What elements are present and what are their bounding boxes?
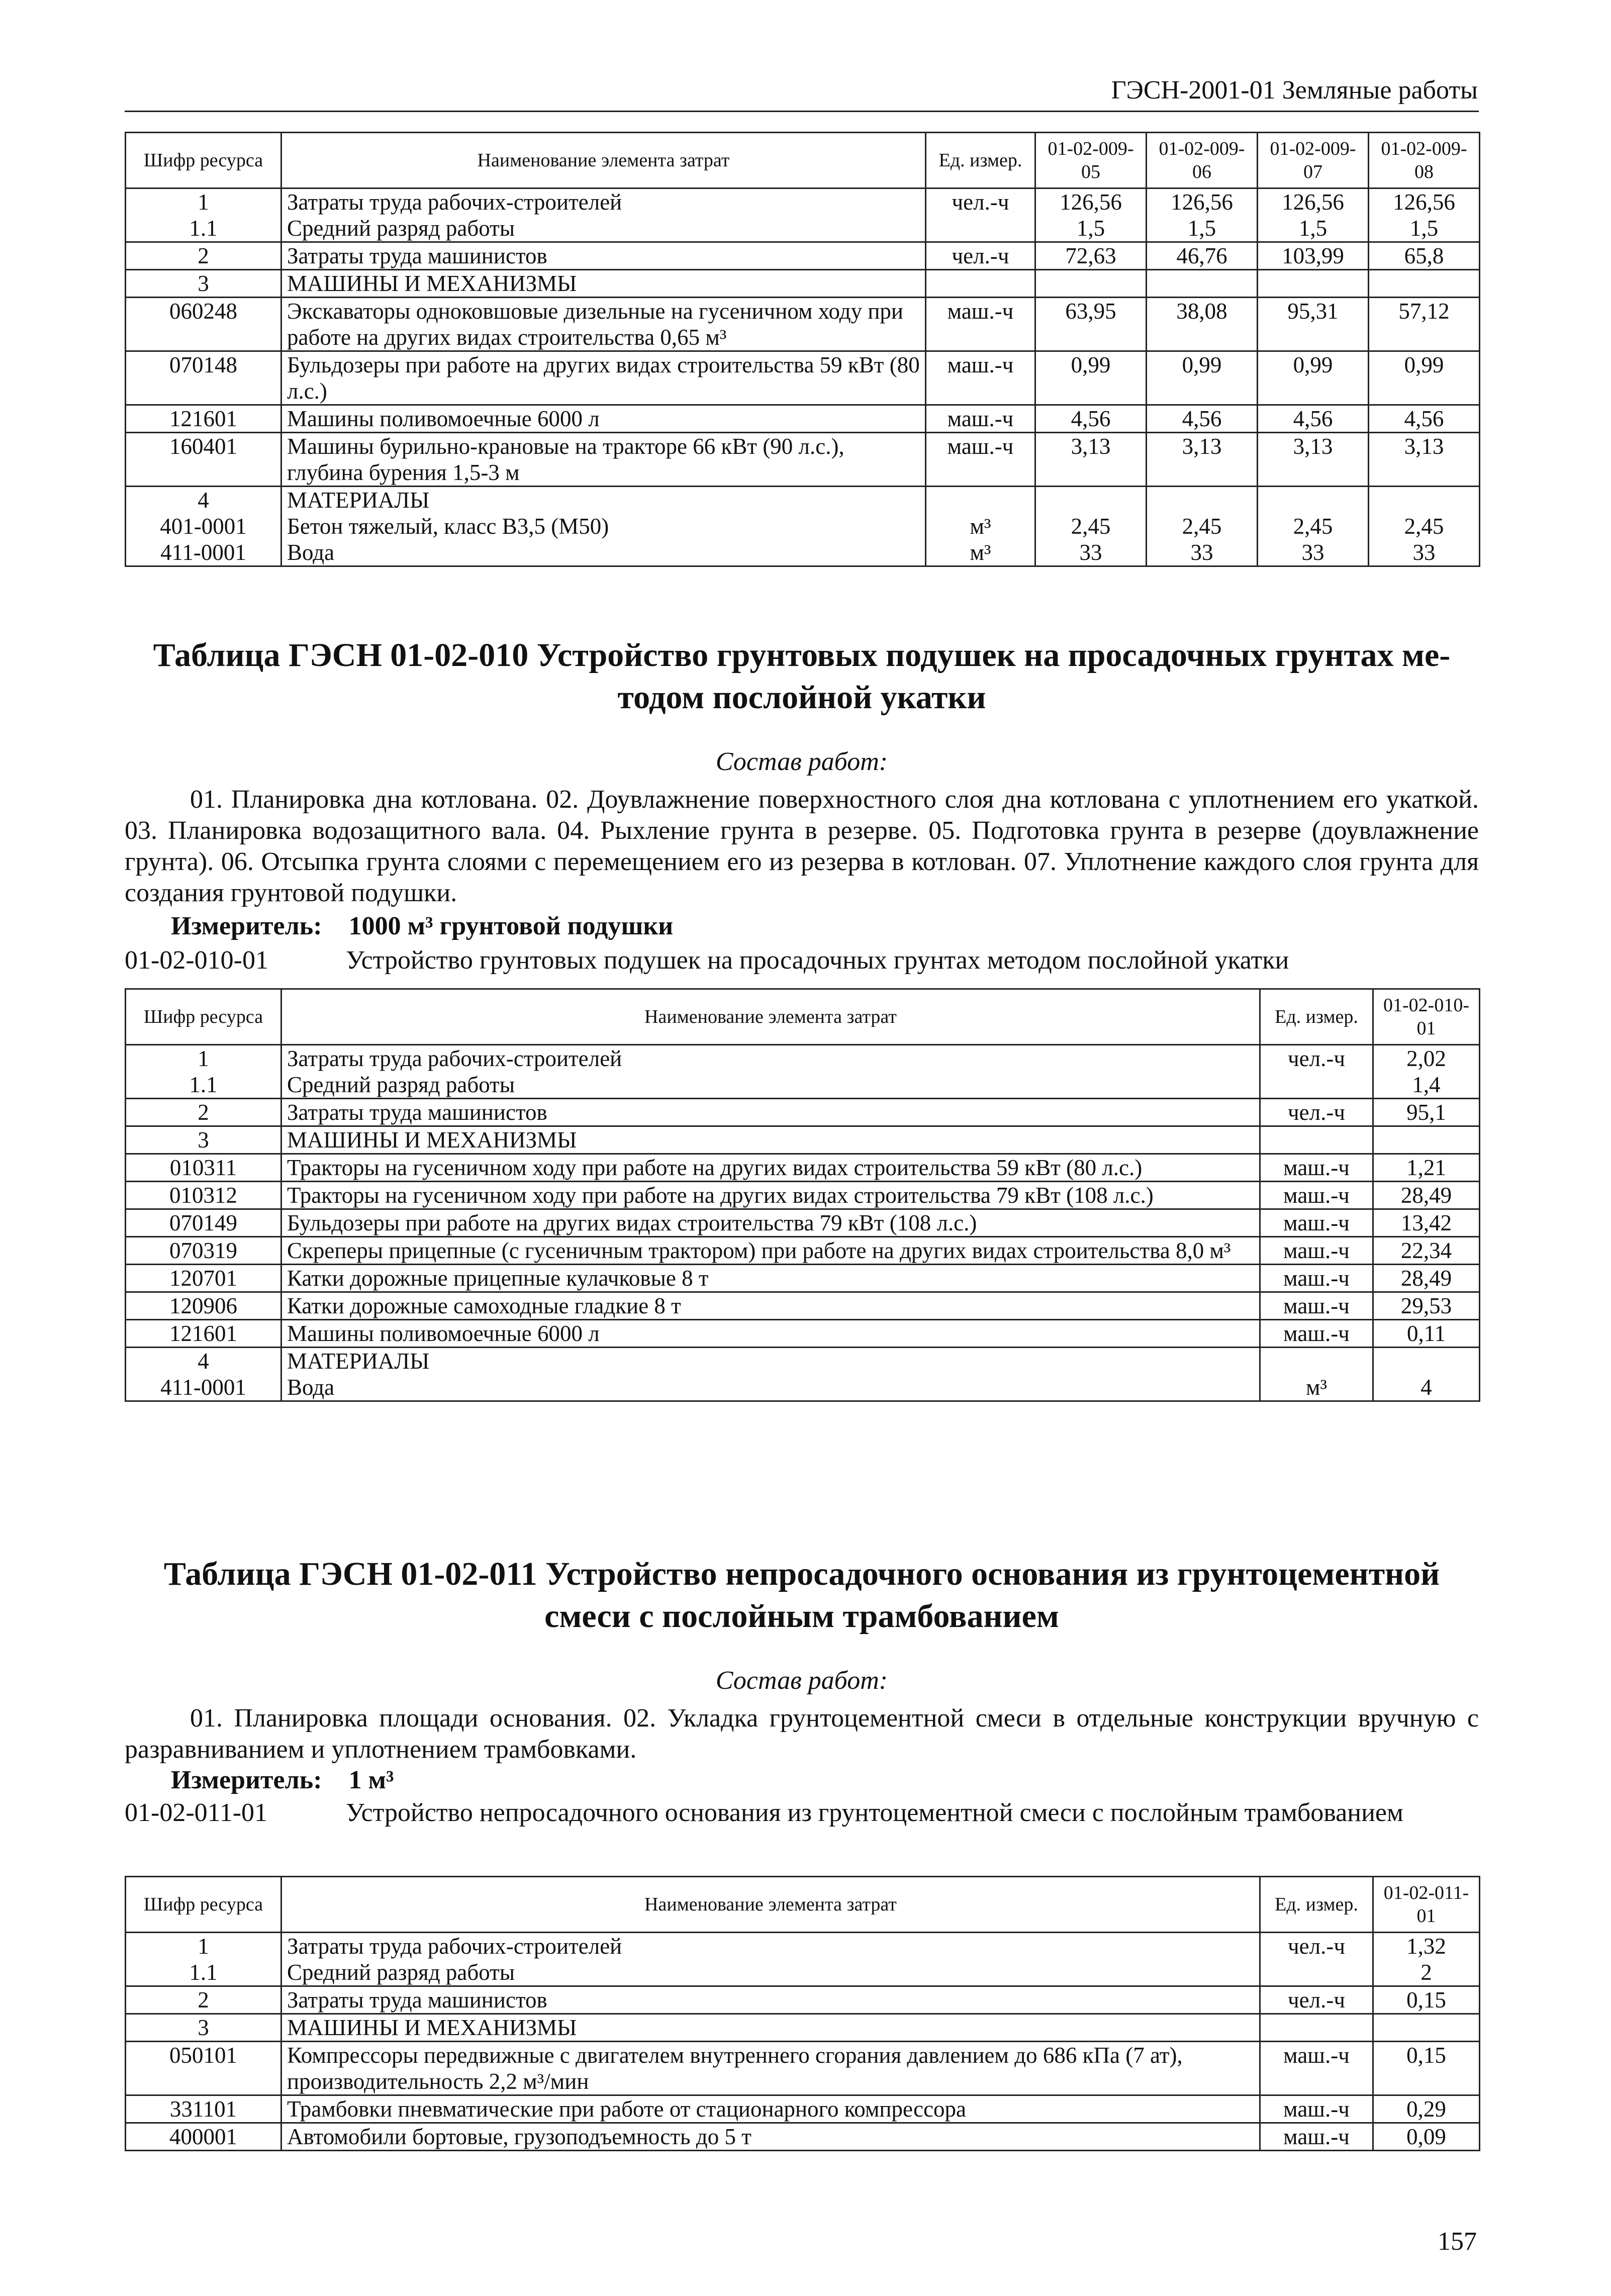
resource-code: 070148 xyxy=(126,351,281,405)
col-header-name: Наименование элемента затрат xyxy=(281,1877,1260,1933)
resource-code: 010311 xyxy=(126,1154,281,1182)
table-row xyxy=(126,1374,1480,1401)
resource-code: 411-0001 xyxy=(126,1374,281,1401)
norm-value: 33 xyxy=(1369,539,1480,566)
col-header-code: Шифр ресурса xyxy=(126,1877,281,1933)
resource-code: 3 xyxy=(126,270,281,298)
resource-code: 060248 xyxy=(126,298,281,351)
measure-value: 1000 м³ грунтовой подушки xyxy=(348,912,674,940)
table-row xyxy=(126,1320,1480,1348)
norm-value: 0,99 xyxy=(1147,351,1258,405)
resource-code: 120701 xyxy=(126,1265,281,1292)
table-title-line: Таблица ГЭСН 01-02-011 Устройство непросадочного основания из грунтоцементной xyxy=(163,1556,1440,1592)
table-row xyxy=(126,242,1480,270)
norm-value xyxy=(1373,1348,1480,1375)
resource-name: Автомобили бортовые, грузоподъемность до 5 т xyxy=(281,2123,1260,2151)
norm-value: 72,63 xyxy=(1035,242,1147,270)
table-row xyxy=(126,270,1480,298)
col-header-norm: 01-02-009-06 xyxy=(1147,133,1258,188)
unit-cell: м³ xyxy=(1260,1374,1373,1401)
resource-name: Средний разряд работы xyxy=(281,1959,1260,1986)
norm-value: 95,1 xyxy=(1373,1099,1480,1126)
composition-heading: Состав работ: xyxy=(715,747,888,776)
resource-table-011 xyxy=(125,1876,1480,2151)
table-row xyxy=(126,2123,1480,2151)
table-row xyxy=(126,1959,1480,1986)
resource-table-009 xyxy=(125,132,1480,567)
norm-value: 126,56 xyxy=(1147,188,1258,216)
col-header-name: Наименование элемента затрат xyxy=(281,989,1260,1045)
running-header: ГЭСН-2001-01 Земляные работы xyxy=(1111,76,1478,105)
resource-name: Трамбовки пневматические при работе от стационарного компрессора xyxy=(281,2095,1260,2123)
resource-name: МАТЕРИАЛЫ xyxy=(281,1348,1260,1375)
table-row xyxy=(126,2014,1480,2042)
unit-cell: маш.-ч xyxy=(1260,1154,1373,1182)
unit-cell: маш.-ч xyxy=(926,298,1035,351)
norm-value: 33 xyxy=(1035,539,1147,566)
norm-value: 3,13 xyxy=(1258,433,1369,487)
unit-cell: чел.-ч xyxy=(926,188,1035,216)
resource-name: Затраты труда рабочих-строителей xyxy=(281,188,926,216)
table-title-line: смеси с послойным трамбованием xyxy=(544,1598,1059,1635)
resource-code: 411-0001 xyxy=(126,539,281,566)
col-header-unit: Ед. измер. xyxy=(926,133,1035,188)
table-header-row xyxy=(126,989,1480,1045)
norm-value: 33 xyxy=(1147,539,1258,566)
resource-name: Бульдозеры при работе на других видах строительства 79 кВт (108 л.с.) xyxy=(281,1209,1260,1237)
resource-name: Вода xyxy=(281,1374,1260,1401)
norm-value xyxy=(1369,270,1480,298)
table-title-line: тодом послойной укатки xyxy=(617,679,986,716)
norm-value: 126,56 xyxy=(1035,188,1147,216)
table-title-011 xyxy=(125,1553,1479,1638)
norm-value: 0,11 xyxy=(1373,1320,1480,1348)
item-line xyxy=(125,945,1479,976)
table-title-line: Таблица ГЭСН 01-02-010 Устройство грунтовых подушек на просадочных грунтах ме- xyxy=(153,637,1451,674)
table-row xyxy=(126,1292,1480,1320)
norm-value: 1,5 xyxy=(1147,215,1258,242)
unit-cell: маш.-ч xyxy=(1260,1265,1373,1292)
col-header-norm: 01-02-011-01 xyxy=(1373,1877,1480,1933)
norm-value: 3,13 xyxy=(1369,433,1480,487)
norm-value: 103,99 xyxy=(1258,242,1369,270)
resource-code: 160401 xyxy=(126,433,281,487)
table-row xyxy=(126,405,1480,433)
unit-cell: чел.-ч xyxy=(1260,1099,1373,1126)
composition-heading: Состав работ: xyxy=(715,1666,888,1695)
norm-value: 2,02 xyxy=(1373,1045,1480,1072)
norm-value: 1,4 xyxy=(1373,1072,1480,1099)
resource-code: 1.1 xyxy=(126,215,281,242)
resource-name: МАШИНЫ И МЕХАНИЗМЫ xyxy=(281,2014,1260,2042)
norm-value: 57,12 xyxy=(1369,298,1480,351)
resource-name: МАТЕРИАЛЫ xyxy=(281,487,926,514)
resource-code: 2 xyxy=(126,1986,281,2014)
resource-name: Компрессоры передвижные с двигателем внутреннего сгорания давлением до 686 кПа (7 ат), производительность 2,2 м³/мин xyxy=(281,2042,1260,2095)
unit-cell: м³ xyxy=(926,513,1035,539)
norm-value: 95,31 xyxy=(1258,298,1369,351)
resource-code: 1 xyxy=(126,1045,281,1072)
resource-name: Бетон тяжелый, класс В3,5 (М50) xyxy=(281,513,926,539)
table-row xyxy=(126,2042,1480,2095)
unit-cell: чел.-ч xyxy=(1260,1933,1373,1960)
norm-value: 22,34 xyxy=(1373,1237,1480,1265)
resource-name: Тракторы на гусеничном ходу при работе на других видах строительства 79 кВт (108 л.с.) xyxy=(281,1182,1260,1209)
table-row xyxy=(126,1986,1480,2014)
norm-value: 2,45 xyxy=(1147,513,1258,539)
norm-value: 2 xyxy=(1373,1959,1480,1986)
resource-code: 010312 xyxy=(126,1182,281,1209)
norm-value: 0,99 xyxy=(1035,351,1147,405)
resource-code: 4 xyxy=(126,487,281,514)
norm-value: 4 xyxy=(1373,1374,1480,1401)
resource-code: 331101 xyxy=(126,2095,281,2123)
resource-code: 2 xyxy=(126,1099,281,1126)
col-header-norm: 01-02-009-08 xyxy=(1369,133,1480,188)
unit-cell xyxy=(926,270,1035,298)
table-header-row xyxy=(126,1877,1480,1933)
norm-value: 28,49 xyxy=(1373,1265,1480,1292)
norm-value: 28,49 xyxy=(1373,1182,1480,1209)
norm-value: 126,56 xyxy=(1369,188,1480,216)
measure-label: Измеритель: xyxy=(171,1766,322,1794)
norm-value: 65,8 xyxy=(1369,242,1480,270)
unit-cell: маш.-ч xyxy=(1260,2095,1373,2123)
norm-value: 3,13 xyxy=(1035,433,1147,487)
norm-value: 4,56 xyxy=(1147,405,1258,433)
norm-value xyxy=(1258,270,1369,298)
unit-cell: маш.-ч xyxy=(1260,2123,1373,2151)
resource-code: 121601 xyxy=(126,1320,281,1348)
resource-code: 4 xyxy=(126,1348,281,1375)
item-code: 01-02-010-01 xyxy=(125,946,268,975)
unit-cell: маш.-ч xyxy=(1260,1320,1373,1348)
resource-name: Тракторы на гусеничном ходу при работе на других видах строительства 59 кВт (80 л.с.) xyxy=(281,1154,1260,1182)
resource-code: 070319 xyxy=(126,1237,281,1265)
norm-value: 0,99 xyxy=(1258,351,1369,405)
norm-value xyxy=(1035,270,1147,298)
unit-cell: чел.-ч xyxy=(926,242,1035,270)
norm-value xyxy=(1035,487,1147,514)
table-row xyxy=(126,351,1480,405)
resource-name: Средний разряд работы xyxy=(281,1072,1260,1099)
col-header-unit: Ед. измер. xyxy=(1260,989,1373,1045)
table-row xyxy=(126,1154,1480,1182)
resource-code: 2 xyxy=(126,242,281,270)
unit-cell xyxy=(926,487,1035,514)
resource-name: Машины поливомоечные 6000 л xyxy=(281,1320,1260,1348)
resource-name: Затраты труда рабочих-строителей xyxy=(281,1933,1260,1960)
measure-value: 1 м³ xyxy=(348,1766,394,1794)
resource-code: 1.1 xyxy=(126,1959,281,1986)
unit-cell xyxy=(1260,1072,1373,1099)
col-header-unit: Ед. измер. xyxy=(1260,1877,1373,1933)
norm-value: 4,56 xyxy=(1258,405,1369,433)
norm-value xyxy=(1369,487,1480,514)
resource-code: 400001 xyxy=(126,2123,281,2151)
unit-cell: маш.-ч xyxy=(1260,1292,1373,1320)
resource-table-010 xyxy=(125,988,1480,1402)
table-row xyxy=(126,1265,1480,1292)
measure-line xyxy=(171,1765,394,1795)
col-header-code: Шифр ресурса xyxy=(126,133,281,188)
measure-label: Измеритель: xyxy=(171,912,322,940)
table-row xyxy=(126,2095,1480,2123)
resource-name: Затраты труда рабочих-строителей xyxy=(281,1045,1260,1072)
resource-name: Затраты труда машинистов xyxy=(281,1986,1260,2014)
norm-value xyxy=(1373,1126,1480,1154)
unit-cell: маш.-ч xyxy=(1260,1182,1373,1209)
norm-value: 0,29 xyxy=(1373,2095,1480,2123)
unit-cell: маш.-ч xyxy=(926,405,1035,433)
unit-cell xyxy=(1260,1348,1373,1375)
resource-code: 070149 xyxy=(126,1209,281,1237)
norm-value: 13,42 xyxy=(1373,1209,1480,1237)
resource-name: МАШИНЫ И МЕХАНИЗМЫ xyxy=(281,1126,1260,1154)
col-header-norm: 01-02-009-07 xyxy=(1258,133,1369,188)
resource-name: Затраты труда машинистов xyxy=(281,242,926,270)
resource-name: Скреперы прицепные (с гусеничным трактором) при работе на других видах строительства 8,0 м³ xyxy=(281,1237,1260,1265)
page-number: 157 xyxy=(1438,2227,1477,2256)
resource-code: 3 xyxy=(126,2014,281,2042)
norm-value: 38,08 xyxy=(1147,298,1258,351)
norm-value: 63,95 xyxy=(1035,298,1147,351)
norm-value: 2,45 xyxy=(1369,513,1480,539)
resource-name: Катки дорожные прицепные кулачковые 8 т xyxy=(281,1265,1260,1292)
resource-name: Машины поливомоечные 6000 л xyxy=(281,405,926,433)
norm-value: 1,5 xyxy=(1258,215,1369,242)
norm-value: 1,5 xyxy=(1035,215,1147,242)
norm-value: 0,15 xyxy=(1373,2042,1480,2095)
table-row xyxy=(126,215,1480,242)
norm-value: 2,45 xyxy=(1035,513,1147,539)
norm-value: 2,45 xyxy=(1258,513,1369,539)
resource-name: Затраты труда машинистов xyxy=(281,1099,1260,1126)
norm-value: 1,21 xyxy=(1373,1154,1480,1182)
norm-value: 46,76 xyxy=(1147,242,1258,270)
item-line xyxy=(125,1797,1479,1829)
norm-value xyxy=(1258,487,1369,514)
resource-code: 120906 xyxy=(126,1292,281,1320)
norm-value: 1,32 xyxy=(1373,1933,1480,1960)
table-title-010 xyxy=(125,634,1479,719)
composition-text: 01. Планировка площади основания. 02. Укладка грунтоцементной смеси в отдельные конструкции вручную с разравниванием и уплотнением трамбовками. xyxy=(125,1704,1479,1764)
resource-code: 121601 xyxy=(126,405,281,433)
table-row xyxy=(126,298,1480,351)
table-row xyxy=(126,1209,1480,1237)
table-row xyxy=(126,539,1480,566)
resource-name: Средний разряд работы xyxy=(281,215,926,242)
col-header-norm: 01-02-010-01 xyxy=(1373,989,1480,1045)
unit-cell: чел.-ч xyxy=(1260,1045,1373,1072)
col-header-code: Шифр ресурса xyxy=(126,989,281,1045)
composition-text: 01. Планировка дна котлована. 02. Доувлажнение поверхностного слоя дна котлована с уплотнением его укаткой. 03. Планировка водозащитного вала. 04. Рыхление грунта в резерве. 05. Подготовка грунта в резерве (доувлажнение грунта). 06. Отсыпка грунта слоями с перемещением его из резерва в котлован. 07. Уплотнение каждого слоя грунта для создания грунтовой подушки. xyxy=(125,785,1479,907)
norm-value: 1,5 xyxy=(1369,215,1480,242)
table-row xyxy=(126,188,1480,216)
col-header-norm: 01-02-009-05 xyxy=(1035,133,1147,188)
unit-cell: чел.-ч xyxy=(1260,1986,1373,2014)
resource-name: Экскаваторы одноковшовые дизельные на гусеничном ходу при работе на других видах строительства 0,65 м³ xyxy=(281,298,926,351)
resource-name: Бульдозеры при работе на других видах строительства 59 кВт (80 л.с.) xyxy=(281,351,926,405)
unit-cell xyxy=(1260,1959,1373,1986)
norm-value: 0,99 xyxy=(1369,351,1480,405)
resource-code: 050101 xyxy=(126,2042,281,2095)
norm-value: 4,56 xyxy=(1369,405,1480,433)
header-rule xyxy=(125,111,1479,112)
table-row xyxy=(126,1045,1480,1072)
unit-cell: маш.-ч xyxy=(1260,1237,1373,1265)
unit-cell xyxy=(926,215,1035,242)
resource-code: 1 xyxy=(126,188,281,216)
table-row xyxy=(126,1072,1480,1099)
table-row xyxy=(126,433,1480,487)
norm-value: 33 xyxy=(1258,539,1369,566)
norm-value: 0,09 xyxy=(1373,2123,1480,2151)
item-code: 01-02-011-01 xyxy=(125,1798,268,1827)
table-row xyxy=(126,1182,1480,1209)
resource-name: Машины бурильно-крановые на тракторе 66 кВт (90 л.с.), глубина бурения 1,5-3 м xyxy=(281,433,926,487)
norm-value: 3,13 xyxy=(1147,433,1258,487)
norm-value: 29,53 xyxy=(1373,1292,1480,1320)
norm-value: 4,56 xyxy=(1035,405,1147,433)
resource-code: 1 xyxy=(126,1933,281,1960)
table-row xyxy=(126,1348,1480,1375)
table-row xyxy=(126,1126,1480,1154)
measure-line xyxy=(171,911,673,941)
unit-cell: маш.-ч xyxy=(1260,1209,1373,1237)
unit-cell: маш.-ч xyxy=(926,351,1035,405)
unit-cell xyxy=(1260,1126,1373,1154)
norm-value xyxy=(1147,270,1258,298)
item-name: Устройство грунтовых подушек на просадочных грунтах методом послойной укатки xyxy=(346,946,1289,975)
resource-name: Вода xyxy=(281,539,926,566)
table-row xyxy=(126,1933,1480,1960)
table-row xyxy=(126,487,1480,514)
resource-name: Катки дорожные самоходные гладкие 8 т xyxy=(281,1292,1260,1320)
col-header-name: Наименование элемента затрат xyxy=(281,133,926,188)
resource-code: 1.1 xyxy=(126,1072,281,1099)
table-row xyxy=(126,513,1480,539)
resource-name: МАШИНЫ И МЕХАНИЗМЫ xyxy=(281,270,926,298)
norm-value xyxy=(1373,2014,1480,2042)
unit-cell xyxy=(1260,2014,1373,2042)
norm-value: 0,15 xyxy=(1373,1986,1480,2014)
table-row xyxy=(126,1099,1480,1126)
norm-value: 126,56 xyxy=(1258,188,1369,216)
norm-value xyxy=(1147,487,1258,514)
table-header-row xyxy=(126,133,1480,188)
resource-code: 401-0001 xyxy=(126,513,281,539)
unit-cell: маш.-ч xyxy=(1260,2042,1373,2095)
item-name: Устройство непросадочного основания из грунтоцементной смеси с послойным трамбованием xyxy=(346,1798,1403,1827)
unit-cell: м³ xyxy=(926,539,1035,566)
table-row xyxy=(126,1237,1480,1265)
unit-cell: маш.-ч xyxy=(926,433,1035,487)
resource-code: 3 xyxy=(126,1126,281,1154)
